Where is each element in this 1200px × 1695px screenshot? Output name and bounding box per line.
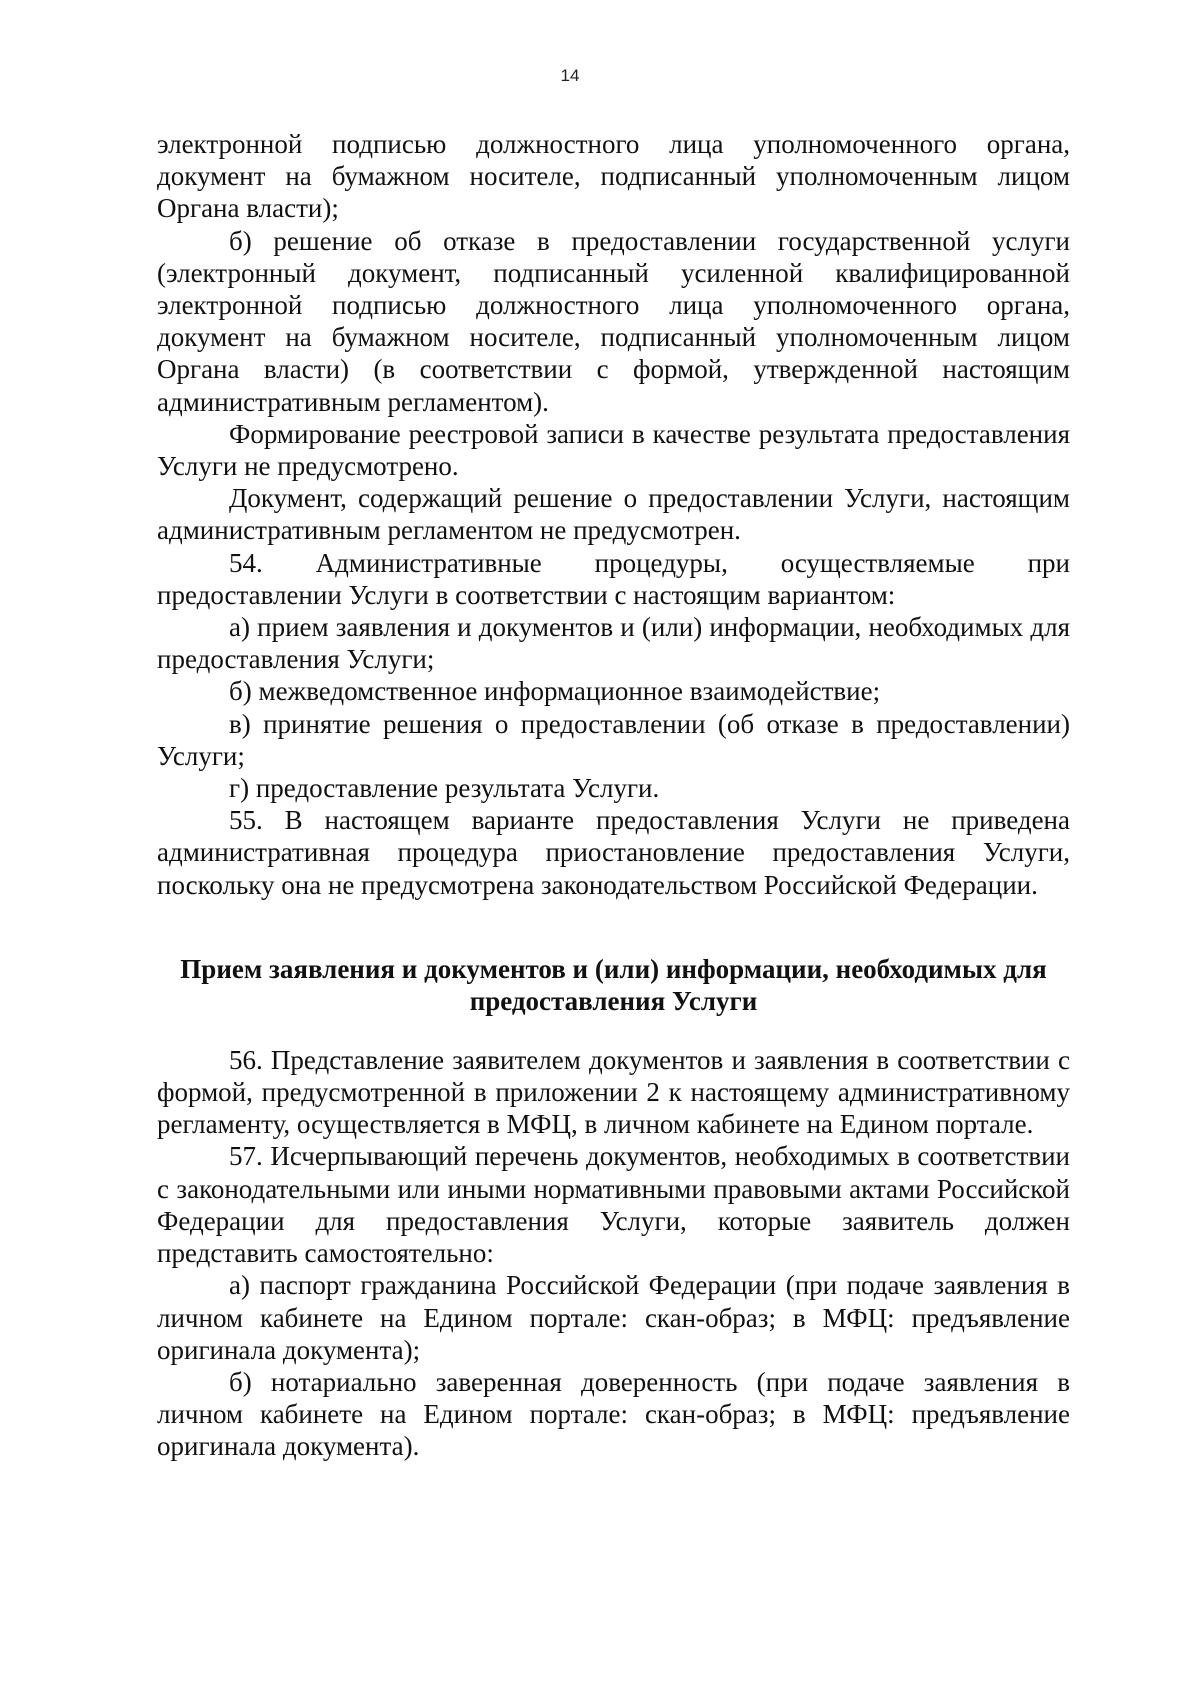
list-item-b: б) межведомственное информационное взаимодействие;: [229, 676, 881, 707]
paragraph-decision-document: Документ, содержащий решение о предоставлении Услуги, настоящим административным регламентом не предусмотрен.: [157, 483, 1070, 546]
list-item-a: а) прием заявления и документов и (или) информации, необходимых для предоставления Услуги;: [157, 612, 1070, 675]
paragraph-continuation: электронной подписью должностного лица уполномоченного органа, документ на бумажном носителе, подписанный уполномоченным лицом Органа власти);: [157, 129, 1070, 224]
paragraph-item-57: 57. Исчерпывающий перечень документов, необходимых в соответствии с законодательными или иными нормативными правовыми актами Российской Федерации для предоставления Услуги, которые заявитель должен представить самостоятельно:: [157, 1141, 1070, 1269]
paragraph-item-55: 55. В настоящем варианте предоставления Услуги не приведена административная процедура приостановление предоставления Услуги, поскольку она не предусмотрена законодательством Российской Федерации.: [157, 805, 1070, 900]
document-body: [157, 128, 1070, 1463]
paragraph-registry-record: Формирование реестровой записи в качестве результата предоставления Услуги не предусмотрено.: [157, 418, 1070, 482]
list-item-power-of-attorney: б) нотариально заверенная доверенность (при подаче заявления в личном кабинете на Едином портале: скан-образ; в МФЦ: предъявление оригинала документа).: [157, 1366, 1070, 1462]
page-number: 14: [560, 66, 580, 85]
paragraph-item-54: 54. Административные процедуры, осуществляемые при предоставлении Услуги в соответствии с настоящим вариантом:: [157, 547, 1070, 610]
list-item-g: г) предоставление результата Услуги.: [229, 773, 660, 804]
paragraph-item-56: 56. Представление заявителем документов и заявления в соответствии с формой, предусмотренной в приложении 2 к настоящему административному регламенту, осуществляется в МФЦ, в личном кабинете на Едином портале.: [157, 1044, 1070, 1140]
section-heading: Прием заявления и документов и (или) информации, необходимых для предоставления Услуги: [180, 953, 1047, 1016]
list-item-v: в) принятие решения о предоставлении (об отказе в предоставлении) Услуги;: [157, 708, 1070, 771]
list-item-passport: а) паспорт гражданина Российской Федерации (при подаче заявления в личном кабинете на Едином портале: скан-образ; в МФЦ: предъявление оригинала документа);: [157, 1270, 1070, 1365]
paragraph-refusal-decision: б) решение об отказе в предоставлении государственной услуги (электронный документ, подписанный усиленной квалифицированной электронной подписью должностного лица уполномоченного органа, документ на бумажном носителе, подписанный уполномоченным лицом Органа власти) (в соответствии с формой, утвержденной настоящим административным регламентом).: [157, 225, 1070, 417]
